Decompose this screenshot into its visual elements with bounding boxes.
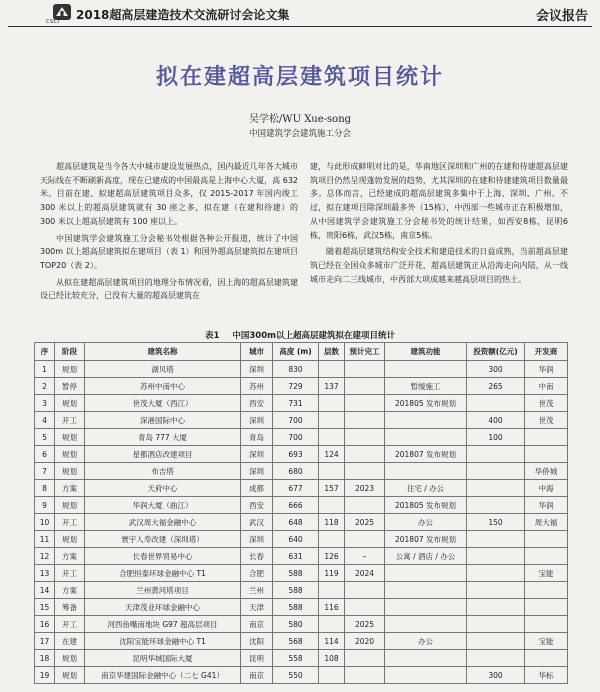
table-cell: 昆明 bbox=[241, 650, 273, 667]
table-cell: 合肥恒泰环球金融中心 T1 bbox=[85, 565, 241, 582]
table-cell bbox=[319, 429, 345, 446]
table-cell bbox=[467, 497, 525, 514]
table-cell: 400 bbox=[467, 412, 525, 429]
projects-table bbox=[34, 342, 568, 684]
table-cell: 150 bbox=[467, 514, 525, 531]
table-cell bbox=[385, 429, 467, 446]
table-cell bbox=[345, 378, 385, 395]
table-cell: 12 bbox=[35, 548, 55, 565]
table-cell: 19 bbox=[35, 667, 55, 684]
table-cell: 宝能 bbox=[525, 633, 568, 650]
table-cell: 2024 bbox=[345, 565, 385, 582]
table-row bbox=[35, 548, 568, 565]
table-cell: 118 bbox=[319, 514, 345, 531]
table-cell: 天津茂业环球金融中心 bbox=[85, 599, 241, 616]
table-cell: 深圳 bbox=[241, 361, 273, 378]
table-cell: 100 bbox=[467, 429, 525, 446]
table-cell: 天津 bbox=[241, 599, 273, 616]
table-cell bbox=[385, 463, 467, 480]
table-cell: 世茂 bbox=[525, 412, 568, 429]
table-cell: 3 bbox=[35, 395, 55, 412]
table-cell: 114 bbox=[319, 633, 345, 650]
table-cell: 5 bbox=[35, 429, 55, 446]
table-cell: 规划 bbox=[55, 429, 85, 446]
author: 吴学松/WU Xue-song bbox=[248, 114, 352, 125]
table-cell bbox=[319, 463, 345, 480]
table-cell: 17 bbox=[35, 633, 55, 650]
table-cell bbox=[467, 548, 525, 565]
paragraph: 从拟在建超高层建筑项目的地理分布情况看，因上海的超高层建筑建设已经比较充分，已没有大量的超高层建筑在 bbox=[40, 277, 298, 301]
table-cell: 9 bbox=[35, 497, 55, 514]
table-cell bbox=[467, 531, 525, 548]
page-header bbox=[8, 2, 592, 27]
table-cell: 568 bbox=[273, 633, 319, 650]
table-cell: 830 bbox=[273, 361, 319, 378]
table-cell: 规划 bbox=[55, 531, 85, 548]
column-header: 层数 bbox=[319, 343, 345, 361]
table-cell: 631 bbox=[273, 548, 319, 565]
column-header: 预计完工 bbox=[345, 343, 385, 361]
table-cell: 4 bbox=[35, 412, 55, 429]
table-cell: 201805 发布规划 bbox=[385, 395, 467, 412]
table-cell: 深圳 bbox=[241, 412, 273, 429]
table-cell: 开工 bbox=[55, 616, 85, 633]
table-row bbox=[35, 650, 568, 667]
table-cell: 126 bbox=[319, 548, 345, 565]
table-cell: 在建 bbox=[55, 633, 85, 650]
table-cell: 2025 bbox=[345, 514, 385, 531]
table-cell: 南京 bbox=[241, 667, 273, 684]
table-cell bbox=[319, 395, 345, 412]
table-row bbox=[35, 429, 568, 446]
table-cell: 588 bbox=[273, 582, 319, 599]
table-row bbox=[35, 463, 568, 480]
table-cell: 规划 bbox=[55, 361, 85, 378]
table-row bbox=[35, 616, 568, 633]
table-cell bbox=[525, 429, 568, 446]
table-cell: 124 bbox=[319, 446, 345, 463]
table-cell: 天府中心 bbox=[85, 480, 241, 497]
table-cell bbox=[525, 531, 568, 548]
table-cell bbox=[467, 633, 525, 650]
table-cell bbox=[345, 531, 385, 548]
table-cell bbox=[319, 497, 345, 514]
table-cell bbox=[467, 616, 525, 633]
table-cell bbox=[385, 667, 467, 684]
table-cell: 2023 bbox=[345, 480, 385, 497]
table-row bbox=[35, 633, 568, 650]
table-cell: 137 bbox=[319, 378, 345, 395]
table-row bbox=[35, 412, 568, 429]
table-cell: 沈阳 bbox=[241, 633, 273, 650]
table-cell: 南京 bbox=[241, 616, 273, 633]
table-cell: 兰州 bbox=[241, 582, 273, 599]
table-cell bbox=[345, 650, 385, 667]
table-cell: 兰州黄河塔项目 bbox=[85, 582, 241, 599]
table-cell: 201807 发布规划 bbox=[385, 446, 467, 463]
table-cell bbox=[345, 463, 385, 480]
table-cell: 西安 bbox=[241, 497, 273, 514]
table-header-row bbox=[35, 343, 568, 361]
table-cell: 方案 bbox=[55, 548, 85, 565]
table-cell: 16 bbox=[35, 616, 55, 633]
table-caption-title: 中国300m以上超高层建筑拟在建项目统计 bbox=[232, 331, 395, 341]
table-cell bbox=[525, 548, 568, 565]
table-cell: 729 bbox=[273, 378, 319, 395]
table-cell: 规划 bbox=[55, 446, 85, 463]
table-cell: 2025 bbox=[345, 616, 385, 633]
table-cell bbox=[345, 412, 385, 429]
table-cell: 7 bbox=[35, 463, 55, 480]
table-cell: 华润大厦（曲江） bbox=[85, 497, 241, 514]
table-cell bbox=[319, 582, 345, 599]
table-cell: 11 bbox=[35, 531, 55, 548]
table-cell: 300 bbox=[467, 361, 525, 378]
table-row bbox=[35, 582, 568, 599]
table-cell bbox=[345, 497, 385, 514]
column-header: 高度 (m) bbox=[273, 343, 319, 361]
paragraph: 随着超高层建筑结构安全技术和建造技术的日益成熟，当前超高层建筑已经在全国众多城市广泛开花，超高层建筑正从沿海走向内陆，从一线城市走向二三线城市，中西部大项成越来越高层项目的热土。 bbox=[310, 247, 568, 284]
table-cell: 700 bbox=[273, 412, 319, 429]
table-caption-label: 表1 bbox=[205, 331, 220, 341]
table-cell: 湖贝塔 bbox=[85, 361, 241, 378]
column-header: 投资额(亿元) bbox=[467, 343, 525, 361]
table-row bbox=[35, 361, 568, 378]
table-cell: 558 bbox=[273, 650, 319, 667]
table-cell: 华润 bbox=[525, 497, 568, 514]
table-cell: 昆明华域国际大厦 bbox=[85, 650, 241, 667]
table-cell bbox=[319, 531, 345, 548]
table-cell: 开工 bbox=[55, 412, 85, 429]
table-cell: 680 bbox=[273, 463, 319, 480]
table-cell: 深圳 bbox=[241, 446, 273, 463]
table-cell: 8 bbox=[35, 480, 55, 497]
table-row bbox=[35, 395, 568, 412]
table-cell bbox=[467, 565, 525, 582]
table-cell: 暂停 bbox=[55, 378, 85, 395]
table-cell bbox=[525, 616, 568, 633]
table-cell: 星都酒店改建项目 bbox=[85, 446, 241, 463]
table-cell: 201807 发布规划 bbox=[385, 531, 467, 548]
table-cell: 长春世界贸易中心 bbox=[85, 548, 241, 565]
column-header: 建筑名称 bbox=[85, 343, 241, 361]
conference-title: 2018超高层建造技术交流研讨会论文集 bbox=[76, 8, 290, 22]
table-cell bbox=[345, 599, 385, 616]
table-cell: 苏州 bbox=[241, 378, 273, 395]
table-cell: 6 bbox=[35, 446, 55, 463]
table-cell: 华润 bbox=[525, 361, 568, 378]
paragraph: 超高层建筑是当今各大中城市建设发展热点，国内最近几年各大城市天际线在不断刷新高度，现在已建成的中国最高是上海中心大厦，高 632 米。目前在建、拟建超高层建筑项目众多，仅 2015-2017 年国内竣工 300 米以上的超高层建筑就有 30 座之多，拟在建（在建和待建）的 300 米以上超高层建筑有 100 座以上。 bbox=[40, 162, 298, 226]
table-cell: 筹备 bbox=[55, 599, 85, 616]
table-cell: 规划 bbox=[55, 497, 85, 514]
table-row bbox=[35, 531, 568, 548]
table-cell: 武汉周大福金融中心 bbox=[85, 514, 241, 531]
table-cell bbox=[385, 361, 467, 378]
table-cell: 河西鱼嘴南地块 G97 超高层项目 bbox=[85, 616, 241, 633]
table-cell: 648 bbox=[273, 514, 319, 531]
table-cell bbox=[385, 616, 467, 633]
section-label: 会议报告 bbox=[535, 9, 588, 24]
table-cell: 住宅 / 办公 bbox=[385, 480, 467, 497]
table-cell: 157 bbox=[319, 480, 345, 497]
table-cell: 588 bbox=[273, 599, 319, 616]
table-row bbox=[35, 446, 568, 463]
table-cell: 暂缓施工 bbox=[385, 378, 467, 395]
table-cell bbox=[385, 650, 467, 667]
table-cell: 青岛 777 大厦 bbox=[85, 429, 241, 446]
table-cell: 宝能 bbox=[525, 565, 568, 582]
table-cell: 规划 bbox=[55, 650, 85, 667]
table-cell: 中海 bbox=[525, 480, 568, 497]
table-cell: 寰宇人寿改建（深圳塔） bbox=[85, 531, 241, 548]
table-cell: 300 bbox=[467, 667, 525, 684]
table-cell: 18 bbox=[35, 650, 55, 667]
table-cell: – bbox=[345, 548, 385, 565]
table-cell bbox=[319, 412, 345, 429]
table-cell: 世茂大厦（西江） bbox=[85, 395, 241, 412]
table-cell: 方案 bbox=[55, 480, 85, 497]
table-cell bbox=[525, 446, 568, 463]
affiliation: 中国建筑学会建筑施工分会 bbox=[248, 129, 351, 139]
table-cell: 119 bbox=[319, 565, 345, 582]
table-cell bbox=[385, 582, 467, 599]
table-caption bbox=[0, 329, 600, 341]
table-cell bbox=[467, 599, 525, 616]
table-cell bbox=[345, 582, 385, 599]
table-cell: 长春 bbox=[241, 548, 273, 565]
table-body bbox=[35, 361, 568, 684]
table-cell bbox=[467, 650, 525, 667]
table-row bbox=[35, 480, 568, 497]
table-cell: 南京华建国际金融中心（二七 G41） bbox=[85, 667, 241, 684]
table-row bbox=[35, 378, 568, 395]
table-cell: 青岛 bbox=[241, 429, 273, 446]
table-cell: 580 bbox=[273, 616, 319, 633]
body-column-right bbox=[310, 160, 568, 289]
table-cell: 201805 发布规划 bbox=[385, 497, 467, 514]
table-cell: 深圳 bbox=[241, 463, 273, 480]
table-cell: 116 bbox=[319, 599, 345, 616]
table-cell: 沈阳宝能环球金融中心 T1 bbox=[85, 633, 241, 650]
table-cell bbox=[345, 446, 385, 463]
table-cell bbox=[385, 412, 467, 429]
table-cell: 15 bbox=[35, 599, 55, 616]
table-cell: 深港国际中心 bbox=[85, 412, 241, 429]
table-cell: 640 bbox=[273, 531, 319, 548]
column-header: 建筑功能 bbox=[385, 343, 467, 361]
table-cell: 1 bbox=[35, 361, 55, 378]
table-cell bbox=[467, 480, 525, 497]
table-cell bbox=[345, 361, 385, 378]
table-row bbox=[35, 497, 568, 514]
table-cell bbox=[319, 361, 345, 378]
logo-text: CSCI bbox=[46, 19, 60, 25]
column-header: 阶段 bbox=[55, 343, 85, 361]
table-cell: 苏州中南中心 bbox=[85, 378, 241, 395]
table-cell bbox=[525, 582, 568, 599]
table-cell: 规划 bbox=[55, 463, 85, 480]
table-cell: 13 bbox=[35, 565, 55, 582]
body-column-left bbox=[40, 160, 298, 306]
table-cell: 规划 bbox=[55, 395, 85, 412]
table-cell: 西安 bbox=[241, 395, 273, 412]
table-cell: 布吉塔 bbox=[85, 463, 241, 480]
paragraph: 中国建筑学会建筑施工分会秘书处根据各种公开报道，统计了中国 300m 以上超高层建筑拟在建项目（表 1）和国外超高层建筑拟在建项目 TOP20（表 2）。 bbox=[40, 233, 298, 270]
table-cell: 10 bbox=[35, 514, 55, 531]
table-cell: 规划 bbox=[55, 667, 85, 684]
table-cell: 华侨城 bbox=[525, 463, 568, 480]
table-cell: 265 bbox=[467, 378, 525, 395]
table-cell bbox=[385, 565, 467, 582]
table-cell: 108 bbox=[319, 650, 345, 667]
table-cell: 周大福 bbox=[525, 514, 568, 531]
table-cell: 成都 bbox=[241, 480, 273, 497]
table-cell bbox=[467, 582, 525, 599]
table-cell: 693 bbox=[273, 446, 319, 463]
table-cell: 开工 bbox=[55, 565, 85, 582]
table-cell bbox=[467, 446, 525, 463]
table-cell: 开工 bbox=[55, 514, 85, 531]
paragraph: 建，与此形成鲜明对比的是，华南地区深圳和广州的在建和待建超高层建筑项目仍然呈现蓬勃发展的趋势，尤其深圳的在建和待建建筑项目数量最多。总体而言，已经建成的超高层建筑多集中于上海、深圳、广州。不过，拟在建项目除深圳最多外（15栋），中西部一些城市正在积极增加，从中国建筑学会建筑施工分会秘书处的统计结果，如西安8栋，昆明6栋，贵阳6栋，武汉5栋，南京5栋。 bbox=[310, 162, 568, 240]
table-cell: 677 bbox=[273, 480, 319, 497]
table-cell: 合肥 bbox=[241, 565, 273, 582]
article-title: 拟在建超高层建筑项目统计 bbox=[155, 65, 444, 90]
table-cell: 700 bbox=[273, 429, 319, 446]
table-cell bbox=[467, 463, 525, 480]
table-row bbox=[35, 565, 568, 582]
table-cell: 588 bbox=[273, 565, 319, 582]
table-cell bbox=[345, 667, 385, 684]
table-cell: 731 bbox=[273, 395, 319, 412]
table-row bbox=[35, 667, 568, 684]
table-row bbox=[35, 599, 568, 616]
table-cell bbox=[345, 429, 385, 446]
table-cell bbox=[345, 395, 385, 412]
column-header: 开发商 bbox=[525, 343, 568, 361]
table-cell: 深圳 bbox=[241, 531, 273, 548]
table-cell: 550 bbox=[273, 667, 319, 684]
table-cell: 办公 bbox=[385, 514, 467, 531]
table-cell: 公寓 / 酒店 / 办公 bbox=[385, 548, 467, 565]
table-cell: 2 bbox=[35, 378, 55, 395]
column-header: 城市 bbox=[241, 343, 273, 361]
table-cell: 华标 bbox=[525, 667, 568, 684]
table-cell: 2020 bbox=[345, 633, 385, 650]
table-cell bbox=[385, 599, 467, 616]
table-cell: 中南 bbox=[525, 378, 568, 395]
table-cell bbox=[525, 650, 568, 667]
table-cell bbox=[525, 599, 568, 616]
table-cell: 方案 bbox=[55, 582, 85, 599]
table-cell bbox=[467, 395, 525, 412]
table-cell bbox=[319, 667, 345, 684]
table-cell: 办公 bbox=[385, 633, 467, 650]
table-row bbox=[35, 514, 568, 531]
table-cell: 666 bbox=[273, 497, 319, 514]
table-cell bbox=[319, 616, 345, 633]
table-cell: 武汉 bbox=[241, 514, 273, 531]
column-header: 序 bbox=[35, 343, 55, 361]
table-cell: 14 bbox=[35, 582, 55, 599]
table-cell: 世茂 bbox=[525, 395, 568, 412]
